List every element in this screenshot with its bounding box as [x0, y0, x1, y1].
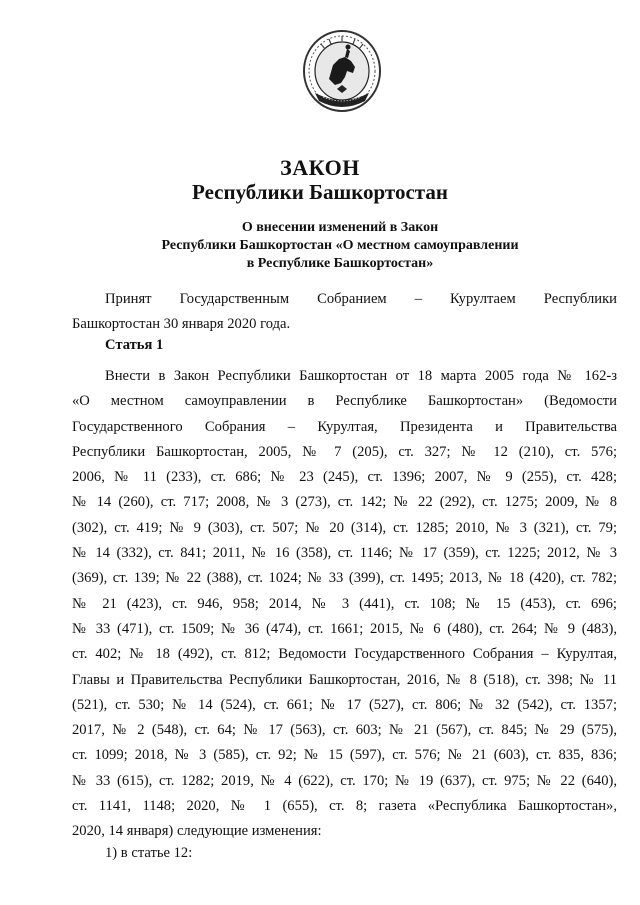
article-line: ст. 1141, 1148; 2020, № 1 (655), ст. 8; газета «Республика Башкортостан», [72, 798, 617, 815]
adoption-statement [72, 287, 617, 338]
article-line: (302), ст. 419; № 9 (303), ст. 507; № 20 (314), ст. 1285; 2010, № 3 (321), ст. 79; [72, 519, 617, 536]
article-body [72, 364, 617, 845]
article-line: № 21 (423), ст. 946, 958; 2014, № 3 (441), ст. 108; № 15 (453), ст. 696; [72, 595, 617, 612]
adoption-line-2: Башкортостан 30 января 2020 года. [72, 316, 291, 333]
article-line: 2017, № 2 (548), ст. 64; № 17 (563), ст. 603; № 21 (567), ст. 845; № 29 (575), [72, 722, 617, 739]
article-heading: Статья 1 [105, 337, 164, 353]
article-line: (521), ст. 530; № 14 (524), ст. 661; № 17 (527), ст. 806; № 32 (542), ст. 1357; [72, 696, 617, 713]
article-line: ст. 402; № 18 (492), ст. 812; Ведомости Государственного Собрания – Курултая, [72, 646, 617, 663]
law-name-line-2: Республики Башкортостан «О местном самоуправлении [161, 238, 519, 253]
article-line: ст. 1099; 2018, № 3 (585), ст. 92; № 15 (597), ст. 576; № 21 (603), ст. 835, 836; [72, 747, 617, 764]
law-name-line-3: в Республике Башкортостан» [246, 256, 434, 271]
adoption-line-1: Принят Государственным Собранием – Курултаем Республики [105, 291, 617, 307]
document-title: ЗАКОН [280, 155, 360, 180]
article-line: (369), ст. 139; № 22 (388), ст. 1024; № 33 (399), ст. 1495; 2013, № 18 (420), ст. 782; [72, 570, 617, 587]
article-line: 2006, № 11 (233), ст. 686; № 23 (245), ст. 1396; 2007, № 9 (255), ст. 428; [72, 469, 617, 486]
article-line: Внести в Закон Республики Башкортостан от 18 марта 2005 года № 162-з [105, 368, 617, 384]
article-line: № 33 (471), ст. 1509; № 36 (474), ст. 1661; 2015, № 6 (480), ст. 264; № 9 (483), [72, 620, 617, 637]
article-line: Главы и Правительства Республики Башкортостан, 2016, № 8 (518), ст. 398; № 11 [72, 671, 617, 688]
article-line: Государственного Собрания – Курултая, Президента и Правительства [72, 418, 617, 435]
law-name-line-1: О внесении изменений в Закон [241, 220, 439, 235]
article-line: № 14 (332), ст. 841; 2011, № 16 (358), ст. 1146; № 17 (359), ст. 1225; 2012, № 3 [72, 545, 617, 562]
article-line: «О местном самоуправлении в Республике Башкортостан» (Ведомости [72, 393, 617, 410]
republic-bashkortostan-emblem-icon [301, 27, 383, 117]
document-subtitle: Республики Башкортостан [192, 180, 448, 204]
article-item-1: 1) в статье 12: [105, 845, 193, 861]
article-line: Республики Башкортостан, 2005, № 7 (205), ст. 327; № 12 (210), ст. 576; [72, 443, 617, 460]
article-line: № 14 (260), ст. 717; 2008, № 3 (273), ст. 142; № 22 (292), ст. 1275; 2009, № 8 [72, 494, 617, 511]
article-line: № 33 (615), ст. 1282; 2019, № 4 (622), ст. 170; № 19 (637), ст. 975; № 22 (640), [72, 772, 617, 789]
article-line: 2020, 14 января) следующие изменения: [72, 823, 322, 840]
